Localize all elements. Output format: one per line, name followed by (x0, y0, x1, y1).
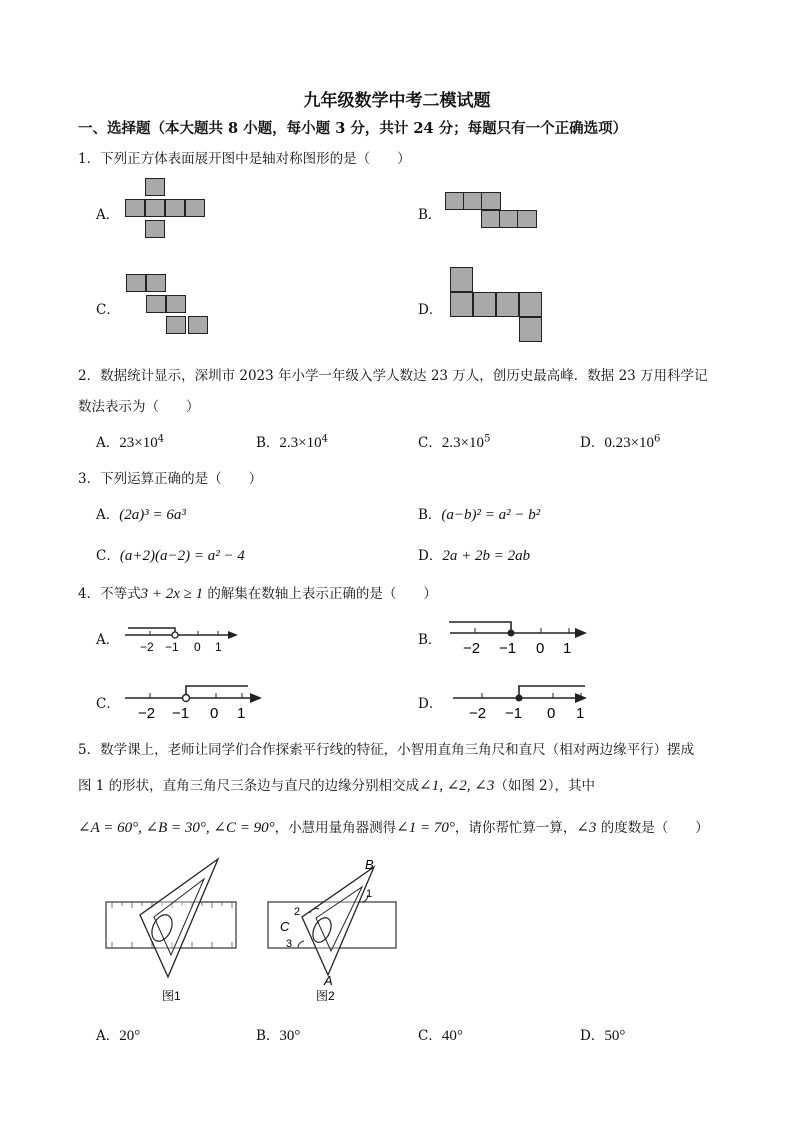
net-square (496, 292, 519, 317)
closed-dot (516, 695, 523, 702)
q5-measured-angle: ∠1 = 70° (396, 820, 455, 836)
q1-option-a-label: A． (96, 207, 120, 223)
q5-line3-post: ，请你帮忙算一算， (454, 820, 577, 836)
tick-label: 1 (576, 705, 585, 722)
q5-figure-2 (262, 855, 407, 1005)
q2-stem-line2: 数法表示为（ ） (78, 399, 200, 415)
q5-option-a[interactable] (96, 1024, 140, 1045)
figure-caption: 图2 (316, 989, 335, 1003)
q1-net-c[interactable] (126, 274, 216, 340)
option-label: B． (256, 1028, 280, 1044)
net-square (166, 316, 186, 334)
net-square (519, 292, 542, 317)
option-label: D． (580, 435, 605, 451)
net-square (145, 178, 165, 196)
option-label: C． (418, 1028, 442, 1044)
q4-stem (78, 582, 437, 603)
option-mantissa: 0.23×10 (604, 435, 655, 451)
q4-option-d-label: D． (418, 696, 443, 712)
q5-line1: 5．数学课上，老师让同学们合作探索平行线的特征，小智用直角三角尺和直尺（相对两边缘平行）摆成 (78, 742, 695, 758)
q5-line2 (78, 774, 595, 795)
net-square (165, 199, 185, 217)
net-square (185, 199, 205, 217)
net-square (450, 292, 473, 317)
q5-line3-mid: ，小慧用量角器测得 (274, 820, 397, 836)
open-dot (172, 632, 178, 638)
net-square (145, 199, 165, 217)
option-label: D． (418, 548, 443, 564)
closed-dot (508, 630, 515, 637)
net-square (481, 210, 501, 228)
q4-numberline-c[interactable] (120, 680, 270, 722)
option-label: B． (256, 435, 280, 451)
vertex-label-a: A (324, 973, 333, 988)
tick-label: −2 (138, 705, 156, 722)
q1-option-c-label: C． (96, 302, 120, 318)
q2-option-d[interactable] (580, 431, 660, 452)
net-square (146, 295, 166, 313)
option-mantissa: 2.3×10 (441, 435, 485, 451)
option-label: B． (418, 507, 442, 523)
net-square (146, 274, 166, 292)
q5-target-angle: ∠3 (576, 820, 597, 836)
option-expression: (2a)³ = 6a³ (119, 507, 186, 523)
q5-line2-pre: 图 1 的形状，直角三角尺三条边与直尺的边缘分别相交成 (78, 778, 420, 794)
net-square (126, 274, 146, 292)
option-exponent: 5 (484, 433, 491, 445)
q4-numberline-a[interactable] (120, 620, 245, 656)
tick-label: 0 (210, 705, 219, 722)
open-dot (183, 695, 190, 702)
net-square (499, 210, 519, 228)
tick-label: −1 (499, 640, 517, 657)
q4-inequality: 3 + 2x ≥ 1 (140, 586, 204, 602)
option-label: A． (96, 1028, 120, 1044)
option-expression: (a−b)² = a² − b² (441, 507, 541, 523)
net-square (188, 316, 208, 334)
q1-net-d[interactable] (450, 267, 545, 347)
solution-bracket (128, 628, 175, 635)
tick-label: 1 (215, 640, 222, 654)
option-value: 30° (279, 1028, 301, 1044)
page-title: 九年级数学中考二模试题 (303, 91, 491, 111)
solution-bracket (186, 686, 248, 698)
net-square (519, 317, 542, 342)
option-label: C． (418, 435, 442, 451)
q3-stem: 3．下列运算正确的是（ ） (78, 471, 263, 487)
tick-label: −1 (165, 640, 179, 654)
option-expression: 2a + 2b = 2ab (442, 548, 531, 564)
angle-label-1: 1 (366, 888, 373, 900)
net-square (450, 267, 473, 292)
q3-option-a[interactable] (96, 503, 186, 524)
q2-stem-line1: 2．数据统计显示，深圳市 2023 年小学一年级入学人数达 23 万人，创历史最高峰．数据 23 万用科学记 (78, 368, 708, 384)
option-label: A． (96, 507, 120, 523)
q1-stem: 1．下列正方体表面展开图中是轴对称图形的是（ ） (78, 151, 411, 167)
arrow-head (228, 631, 238, 639)
option-value: 50° (604, 1028, 626, 1044)
tick-label: 1 (237, 705, 246, 722)
net-square (166, 295, 186, 313)
net-square (481, 192, 501, 210)
q5-given-angles: ∠A = 60°, ∠B = 30°, ∠C = 90° (78, 820, 275, 836)
tick-label: −1 (172, 705, 190, 722)
angle-label-2: 2 (294, 906, 301, 918)
option-value: 40° (441, 1028, 463, 1044)
q5-line3-end: 的度数是（ ） (596, 820, 709, 836)
q5-angles: ∠1, ∠2, ∠3 (419, 778, 495, 794)
q5-line3 (78, 816, 709, 837)
arrow-head (250, 693, 262, 703)
q1-net-b[interactable] (445, 192, 545, 232)
tick-label: 0 (194, 640, 201, 654)
tick-label: 1 (563, 640, 572, 657)
q4-option-b-label: B． (418, 632, 442, 648)
q3-option-d[interactable] (418, 544, 530, 565)
option-mantissa: 23×10 (119, 435, 158, 451)
arrow-head (575, 628, 587, 638)
tick-label: 0 (536, 640, 545, 657)
tick-label: −2 (463, 640, 481, 657)
q5-option-c[interactable] (418, 1024, 463, 1045)
q4-numberline-d[interactable] (445, 680, 595, 722)
option-label: A． (96, 435, 120, 451)
net-square (145, 220, 165, 238)
section-heading: 一、选择题（本大题共 8 小题，每小题 3 分，共计 24 分；每题只有一个正确选项） (78, 120, 628, 137)
q4-option-a-label: A． (96, 632, 120, 648)
tick-label: −2 (140, 640, 154, 654)
tick-label: 0 (547, 705, 556, 722)
q3-option-c[interactable] (96, 544, 245, 565)
q4-numberline-b[interactable] (445, 616, 595, 658)
q1-option-d-label: D． (418, 302, 443, 318)
q4-option-c-label: C． (96, 696, 120, 712)
q2-option-c[interactable] (418, 431, 490, 452)
figure-caption: 图1 (162, 989, 181, 1003)
option-mantissa: 2.3×10 (279, 435, 322, 451)
q4-stem-post: 的解集在数轴上表示正确的是（ ） (203, 586, 437, 602)
q5-option-d[interactable] (580, 1024, 625, 1045)
option-label: D． (580, 1028, 605, 1044)
option-exponent: 4 (157, 433, 165, 445)
q3-option-b[interactable] (418, 503, 540, 524)
net-square (445, 192, 465, 210)
q2-option-b[interactable] (256, 431, 328, 452)
vertex-label-b: B (365, 857, 374, 872)
net-square (473, 292, 496, 317)
q1-option-b-label: B． (418, 207, 442, 223)
q1-net-a[interactable] (125, 178, 225, 244)
net-square (125, 199, 145, 217)
option-expression: (a+2)(a−2) = a² − 4 (119, 548, 245, 564)
option-exponent: 4 (321, 433, 329, 445)
q5-line2-post: （如图 2），其中 (494, 778, 596, 794)
tick-label: −1 (505, 705, 523, 722)
q5-figure-1 (100, 855, 245, 1005)
net-square (463, 192, 483, 210)
option-value: 20° (119, 1028, 141, 1044)
option-label: C． (96, 548, 120, 564)
vertex-label-c: C (280, 919, 290, 934)
option-exponent: 6 (654, 433, 661, 445)
net-square (517, 210, 537, 228)
q2-option-a[interactable] (96, 431, 164, 452)
tick-label: −2 (469, 705, 487, 722)
q5-option-b[interactable] (256, 1024, 300, 1045)
q4-stem-pre: 4．不等式 (78, 586, 141, 602)
solution-bracket (449, 622, 511, 633)
angle-label-3: 3 (286, 938, 293, 950)
